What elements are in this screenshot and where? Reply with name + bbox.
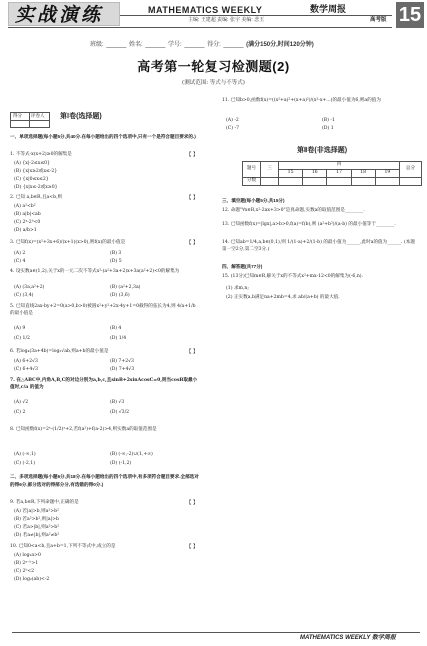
part1-title: 第Ⅰ卷(选择题) xyxy=(60,113,102,120)
table-cell xyxy=(261,178,279,186)
question-2 xyxy=(10,195,210,202)
answer-bracket: 【 】 xyxy=(186,195,198,201)
answer-bracket: 【 】 xyxy=(186,152,198,158)
q6-option-b: (B) 7+2√3 xyxy=(110,359,134,364)
section-1-text: 一、单项选择题(每小题5分,共40分.在每小题给出的四个选项中,只有一个是符合题目要求的.) xyxy=(10,134,196,139)
q2-option-c: (C) 2ᵃ-2ᵇ<0 xyxy=(14,220,41,225)
question-1 xyxy=(10,152,210,159)
q8-option-a: (A) (-∞,1) xyxy=(14,452,36,457)
q3-option-b: (B) 3 xyxy=(110,251,122,256)
answer-bracket: 【 】 xyxy=(186,544,198,550)
q2-option-a: (A) a²<b² xyxy=(14,204,36,209)
section-3-text: 三、填空题(每小题5分,共15分) xyxy=(222,198,285,203)
q3-option-d: (D) 5 xyxy=(110,259,122,264)
table-cell: 17 xyxy=(327,170,351,178)
brand-banner xyxy=(8,2,120,26)
grader-label: 评卷人 xyxy=(31,114,45,119)
table-cell xyxy=(327,178,351,186)
q15-part-2: (2) 正实数a,b满足na+2mb=4,求 ab/(a+b) 的最大值. xyxy=(226,295,340,300)
q1-option-b: (B) {x|x≥2或x≤-2} xyxy=(14,169,58,174)
magazine-logo: 数学周报 xyxy=(310,4,347,14)
q10-text: 10. 已知0<a<b,且a+b=1,下列不等式中,成立的是 xyxy=(10,544,116,549)
header-rule xyxy=(120,15,392,16)
test-scope: (测试范围: 等式与不等式) xyxy=(182,80,245,86)
answer-bracket: 【 】 xyxy=(186,349,198,355)
q2-option-b: (B) a|b|<ab xyxy=(14,212,41,217)
edition-label: 高考版 xyxy=(370,17,387,23)
answer-bracket: 【 】 xyxy=(186,240,198,246)
q3-option-c: (C) 4 xyxy=(14,259,26,264)
q8-option-d: (D) (-1,2) xyxy=(110,461,132,466)
brand-title: 实战演练 xyxy=(15,4,104,26)
q11-option-c: (C) -7 xyxy=(226,126,240,131)
q7-option-c: (C) 2 xyxy=(14,410,26,415)
q6-text: 6. 若log₄(3a+4b)=log₂√ab,则a+b的最小值是 xyxy=(10,349,109,354)
question-4: 4. 设实数a∈(1,2),关于x的一元二次不等式x²-(a²+3a+2)x+3a(a²+2)<0的解集为 xyxy=(10,269,180,274)
q10-option-c: (C) 2ᵇ<2 xyxy=(14,569,35,574)
question-9 xyxy=(10,500,210,507)
exam-note: (满分150分,时间120分钟) xyxy=(246,42,314,48)
q6-option-a: (A) 6+2√3 xyxy=(14,359,38,364)
q1-option-c: (C) {x|0≤x≤2} xyxy=(14,177,49,182)
q5-option-c: (C) 1/2 xyxy=(14,336,30,341)
table-cell: 题号 xyxy=(243,162,261,178)
table-cell xyxy=(375,178,399,186)
q1-option-d: (D) {x|x≤-2或x≥0} xyxy=(14,185,58,190)
q7-option-a: (A) √2 xyxy=(14,400,29,405)
answer-bracket: 【 】 xyxy=(186,500,198,506)
q9-option-b: (B) 若a²>b²,则|a|>b xyxy=(14,517,59,522)
question-10 xyxy=(10,544,210,551)
footer-rule xyxy=(12,632,420,633)
magazine-name: MATHEMATICS WEEKLY xyxy=(148,5,263,15)
table-cell: 16 xyxy=(303,170,327,178)
section-2-heading xyxy=(10,474,200,489)
footer-brand: MATHEMATICS WEEKLY 数学周报 xyxy=(300,635,396,641)
question-13: 13. 已知函数f(x)=|lgx|,a>b>0,f(a)=f(b),则 (a²+b²)/(a-b) 的最小值等于________. xyxy=(222,222,396,227)
section-3-heading xyxy=(222,198,422,206)
page-number: 15 xyxy=(396,2,424,28)
q4-option-a: (A) (3a,a²+2) xyxy=(14,285,45,290)
q9-option-d: (D) 若a≠|b|,则a²≠b² xyxy=(14,533,60,538)
q11-option-a: (A) -2 xyxy=(226,118,239,123)
table-cell: 四 xyxy=(279,162,400,170)
score-box xyxy=(10,112,50,128)
header-rule-bottom xyxy=(8,27,392,28)
table-cell: 总分 xyxy=(400,162,422,178)
table-cell xyxy=(400,178,422,186)
q3-option-a: (A) 2 xyxy=(14,251,26,256)
q10-option-b: (B) 2ᵃ⁻ᵇ>1 xyxy=(14,561,39,566)
editors-line: 主编: 王建超 责编: 张宇 美编: 悲玉 xyxy=(188,17,265,23)
question-3 xyxy=(10,240,210,247)
question-11: 11. 已知b>0,函数f(x)=((x²+a)²+(x+a)²)/(x²-x+...)的最小值为6,则a的值为 xyxy=(222,98,381,103)
q10-option-d: (D) log₂(ab)<-2 xyxy=(14,577,50,582)
question-5: 5. 已知直线2ax-by+2=0(a>0,b>0)被圆x²+y²+2x-4y+1=0截得的弦长为4,则 4/a+1/b 的最小值是 xyxy=(10,304,196,316)
q9-option-a: (A) 若|a|>b,则a²>b² xyxy=(14,509,59,514)
section-4-heading xyxy=(222,264,422,272)
q7-option-d: (D) √3/2 xyxy=(110,410,130,415)
question-8: 8. 已知函数f(x)=2ˣ-(1/2)ˣ+2,若f(a²)+f(a-2)>4,则实数a的取值范围是 xyxy=(10,427,157,432)
page-header xyxy=(0,0,427,34)
table-cell: 18 xyxy=(351,170,375,178)
section-1-heading xyxy=(10,134,210,142)
table-cell xyxy=(279,178,303,186)
table-cell: 15 xyxy=(279,170,303,178)
q3-text: 3. 已知f(x)=(x²+3x+6)/(x+1)(x>0),则f(x)的最小值是 xyxy=(10,240,126,245)
section-4-text: 四、解答题(共77分) xyxy=(222,264,263,269)
table-cell xyxy=(303,178,327,186)
table-cell: 19 xyxy=(375,170,399,178)
table-cell xyxy=(351,178,375,186)
student-fields: 班级: ______ 姓名: ______ 学号: ______ 得分: ______ xyxy=(90,42,244,48)
page-footer xyxy=(0,630,427,646)
question-15: 15. (13分)已知m∈R,解关于x的不等式x²+mx-12<0的解集为(-6,n). xyxy=(222,274,364,279)
table-cell: 分数 xyxy=(243,178,261,186)
page-title: 高考第一轮复习检测题(2) xyxy=(137,59,290,74)
question-7: 7. 在△ABC中,内角A,B,C的对边分别为a,b,c,且sinB+2sinAcosC=0,则当cosB取最小值时,c/a 的值为 xyxy=(10,378,198,390)
q4-option-d: (D) (3,6) xyxy=(110,293,130,298)
q15-part-1: (1) 求m,n; xyxy=(226,286,249,291)
part2-title: 第Ⅱ卷(非选择题) xyxy=(296,147,348,154)
student-info-line xyxy=(90,41,314,50)
q1-text: 1. 不等式-x(x+2)≥0的解集是 xyxy=(10,152,72,157)
question-14: 14. 已知ab=1/4,a,b∈(0,1),则 1/(1-a)+2/(1-b) 的最小值为______,此时a的值为______. (本题第一空2分,第二空3分.) xyxy=(222,240,415,252)
q11-option-d: (D) 1 xyxy=(322,126,334,131)
score-table xyxy=(242,161,422,186)
score-label: 得分 xyxy=(13,114,22,119)
q2-option-d: (D) a/b>1 xyxy=(14,228,37,233)
table-cell: 三 xyxy=(261,162,279,178)
q2-text: 2. 已知 a,b∈R,且a<b,则 xyxy=(10,195,63,200)
q10-option-a: (A) log₂a>0 xyxy=(14,553,41,558)
q6-option-d: (D) 7+4√3 xyxy=(110,367,135,372)
question-6 xyxy=(10,349,210,356)
score-box-divider xyxy=(11,120,49,121)
q5-option-d: (D) 1/4 xyxy=(110,336,127,341)
q1-option-a: (A) {x|-2≤x≤0} xyxy=(14,161,51,166)
q6-option-c: (C) 6+4√3 xyxy=(14,367,39,372)
q9-option-c: (C) 若a>|b|,则a²>b² xyxy=(14,525,60,530)
q5-option-a: (A) 9 xyxy=(14,326,26,331)
q5-option-b: (B) 4 xyxy=(110,326,122,331)
q4-option-c: (C) (3,4) xyxy=(14,293,34,298)
q9-text: 9. 若a,b∈R,下列命题中,正确的是 xyxy=(10,500,79,505)
q11-option-b: (B) -1 xyxy=(322,118,335,123)
score-box-divider-v xyxy=(29,113,30,128)
q7-option-b: (B) √3 xyxy=(110,400,125,405)
q4-option-b: (B) (a²+2,3a) xyxy=(110,285,141,290)
q8-option-c: (C) (-2,1) xyxy=(14,461,36,466)
q8-option-b: (B) (-∞,-2)∪(1,+∞) xyxy=(110,452,153,457)
section-2-text: 二、多项选择题(每小题6分,共18分.在每小题给出的四个选项中,有多项符合题目要求.全部选对的得6分,部分选对的得部分分,有选错的得0分.) xyxy=(10,474,199,487)
question-12: 12. 命题"∀x∈R,x²-2ax+3>0"是真命题,实数a的取值范围是________. xyxy=(222,208,365,213)
